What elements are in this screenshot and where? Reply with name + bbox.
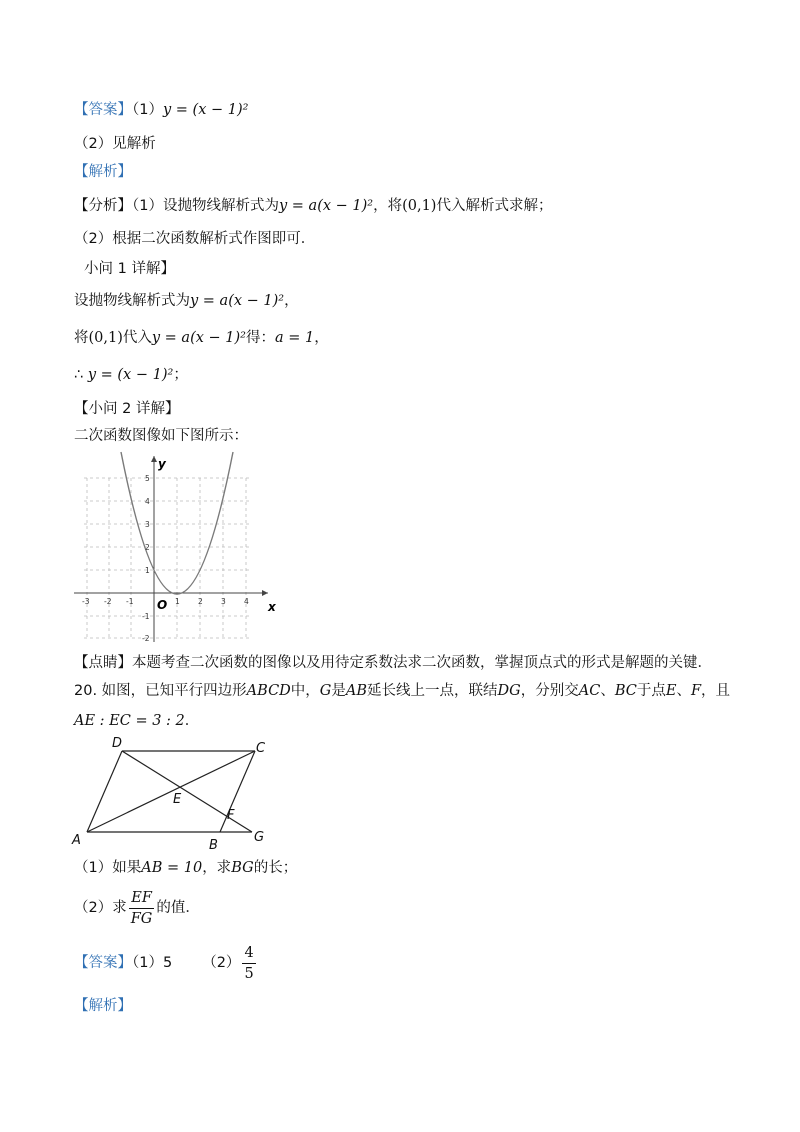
fraction-numerator: EF	[129, 888, 155, 909]
q20-dg: DG	[497, 683, 521, 699]
point-label-f: F	[227, 808, 235, 823]
origin-label: O	[157, 598, 168, 612]
fraction-numerator: 4	[242, 943, 255, 964]
solution-line2-a: 将	[74, 330, 89, 346]
q2-heading: 【小问 2 详解】	[74, 401, 180, 417]
q20-text: 中，	[290, 683, 320, 699]
q20-sub1-formula: AB = 10	[141, 860, 203, 876]
solution-line1	[74, 290, 299, 312]
vertex-label-d: D	[112, 736, 123, 751]
q20-text: ，且	[701, 683, 731, 699]
x-tick-label: -3	[82, 597, 90, 606]
answer-line-20	[74, 941, 258, 987]
x-tick-label: -1	[126, 597, 134, 606]
fraction-denominator: FG	[130, 910, 153, 927]
therefore-symbol: ∴	[74, 367, 84, 383]
grid-lines	[84, 478, 250, 638]
x-tick-label: -2	[104, 597, 112, 606]
fenxi-suffix: 代入解析式求解；	[436, 198, 553, 214]
side-ad	[87, 751, 122, 832]
q20-text: 20. 如图，已知平行四边形	[74, 683, 247, 699]
parabola-graph	[72, 450, 282, 646]
fenxi-middle: ，将	[373, 198, 403, 214]
solution-line2-point: (0,1)	[88, 330, 123, 346]
q20-ratio: AE : EC = 3 : 2	[74, 713, 185, 729]
y-tick-label: -2	[142, 634, 150, 643]
fenxi-line1	[74, 195, 552, 217]
answer-part1: （1）5	[132, 955, 173, 971]
point-label-g: G	[254, 830, 265, 845]
solution-line2	[74, 327, 329, 349]
x-tick-label: 4	[244, 597, 249, 606]
answer-part2-label: （2）	[202, 955, 241, 971]
solution-line3-end: ；	[173, 367, 188, 383]
q20-text: 是	[331, 683, 346, 699]
q20-line2	[74, 710, 199, 732]
q20-sub1	[74, 857, 297, 879]
vertex-label-a: A	[72, 833, 81, 848]
fenxi-prefix: 【分析】（1）设抛物线解析式为	[74, 198, 279, 214]
point-label-e: E	[173, 792, 182, 807]
x-axis-arrow	[262, 590, 268, 596]
q20-sub1-text: 的长；	[253, 860, 298, 876]
q20-sep: 、	[676, 683, 691, 699]
q20-text: ，分别交	[520, 683, 579, 699]
y-axis-label: y	[158, 457, 166, 471]
x-tick-label: 3	[221, 597, 226, 606]
solution-line1-text: 设抛物线解析式为	[74, 293, 190, 309]
answer-part2: （2）见解析	[74, 136, 156, 152]
q20-abcd: ABCD	[246, 683, 291, 699]
q20-sub2-text: （2）求	[74, 900, 127, 916]
y-tick-label: 3	[145, 520, 150, 529]
y-axis-arrow	[151, 456, 157, 462]
q20-sub2	[74, 886, 200, 932]
answer-part1-label: （1）	[132, 102, 163, 118]
parallelogram-figure	[70, 733, 280, 851]
dianjing-note: 【点睛】本题考查二次函数的图像以及用待定系数法求二次函数，掌握顶点式的形式是解题的关键．	[74, 655, 712, 671]
vertex-label-c: C	[256, 741, 266, 756]
y-tick-label: 4	[145, 497, 150, 506]
fraction-denominator: 5	[244, 965, 254, 982]
answer-line-19	[74, 99, 248, 121]
x-tick-label: 2	[198, 597, 203, 606]
solution-line2-formula: y = a(x − 1)²	[151, 330, 246, 346]
q20-sub1-text: ，求	[202, 860, 232, 876]
q1-heading: 小问 1 详解】	[84, 261, 175, 277]
q20-sub1-bg: BG	[231, 860, 254, 876]
q20-f: F	[690, 683, 702, 699]
fraction-ef-fg	[129, 888, 155, 929]
q20-line1	[74, 680, 730, 702]
x-tick-label: 1	[175, 597, 180, 606]
solution-line2-b: 代入	[122, 330, 152, 346]
x-axis-label: x	[268, 600, 276, 614]
answer-part1-formula: y = (x − 1)²	[162, 102, 249, 118]
solution-line2-result: a = 1	[274, 330, 315, 346]
y-tick-label: 1	[145, 566, 150, 575]
q20-text: 于点	[636, 683, 666, 699]
solution-line3-formula: y = (x − 1)²	[87, 367, 174, 383]
solution-line1-end: ，	[284, 293, 299, 309]
q20-text: ．	[184, 713, 200, 729]
vertex-label-b: B	[209, 838, 218, 851]
graph-intro: 二次函数图像如下图所示：	[74, 428, 248, 444]
q20-g: G	[319, 683, 332, 699]
y-tick-label: 2	[145, 543, 150, 552]
answer-tag: 【答案】	[74, 102, 132, 118]
q20-e: E	[665, 683, 677, 699]
q20-bc: BC	[614, 683, 637, 699]
q20-ac: AC	[578, 683, 601, 699]
fenxi-line2: （2）根据二次函数解析式作图即可．	[74, 231, 316, 247]
fenxi-point: (0,1)	[402, 198, 437, 214]
side-bc	[220, 751, 255, 832]
analysis-tag-2: 【解析】	[74, 998, 132, 1014]
solution-line1-formula: y = a(x − 1)²	[190, 293, 285, 309]
answer-tag: 【答案】	[74, 955, 132, 971]
q20-ab: AB	[345, 683, 368, 699]
fraction-four-fifths	[242, 943, 255, 984]
solution-line2-end: ，	[314, 330, 329, 346]
y-tick-label: -1	[142, 612, 150, 621]
y-tick-label: 5	[145, 474, 150, 483]
solution-line2-c: 得：	[245, 330, 275, 346]
solution-line3	[74, 364, 188, 386]
analysis-tag: 【解析】	[74, 164, 132, 180]
fenxi-formula: y = a(x − 1)²	[278, 198, 374, 214]
q20-sub2-text: 的值．	[156, 900, 200, 916]
q20-sep: 、	[600, 683, 615, 699]
q20-text: 延长线上一点，联结	[367, 683, 498, 699]
q20-sub1-text: （1）如果	[74, 860, 142, 876]
